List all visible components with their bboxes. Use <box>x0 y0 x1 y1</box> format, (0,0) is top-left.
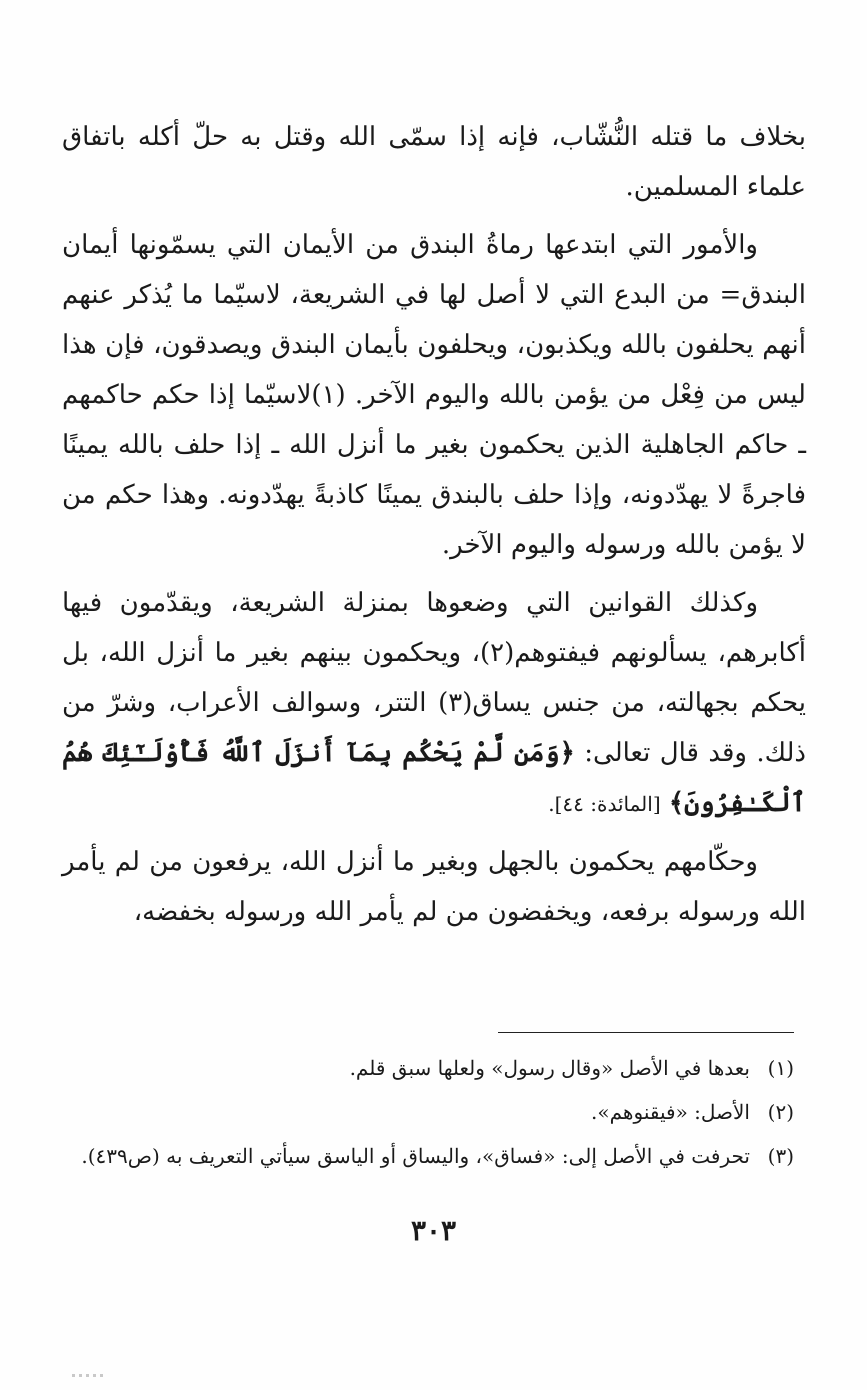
paragraph-2: والأمور التي ابتدعها رماةُ البندق من الأيمان التي يسمّونها أيمان البندق= من البدع التي لا أصل لها في الشريعة، لاسيّما ما يُذكر عنهم أنهم يحلفون بالله ويكذبون، ويحلفون بأيمان البندق ويصدقون، فإن هذا ليس من فِعْل من يؤمن بالله واليوم الآخر. (١)لاسيّما إذا حكم حاكمهم ـ حاكم الجاهلية الذين يحكمون بغير ما أنزل الله ـ إذا حلف بالله يمينًا فاجرةً لا يهدّدونه، وإذا حلف بالبندق يمينًا كاذبةً يهدّدونه. وهذا حكم من لا يؤمن بالله ورسوله واليوم الآخر. <box>62 230 806 560</box>
footnote-number: (٣) <box>767 1144 794 1168</box>
footnote-text: تحرفت في الأصل إلى: «فساق»، واليساق أو الياسق سيأتي التعريف به (ص٤٣٩). <box>81 1144 750 1168</box>
footnote-3 <box>62 1134 794 1178</box>
footnote-divider <box>498 1032 794 1033</box>
footnote-2 <box>62 1090 794 1134</box>
footnote-text: الأصل: «فيقنوهم». <box>591 1100 750 1124</box>
footnote-number: (٢) <box>767 1100 794 1124</box>
paragraph-4: وحكّامهم يحكمون بالجهل وبغير ما أنزل الله، يرفعون من لم يأمر الله ورسوله برفعه، ويخفضون من لم يأمر الله ورسوله بخفضه، <box>62 847 806 927</box>
footnotes <box>62 1046 794 1178</box>
paragraph-1: بخلاف ما قتله النُّشّاب، فإنه إذا سمّى الله وقتل به حلّ أكله باتفاق علماء المسلمين. <box>62 122 806 202</box>
paragraph-3-text: وكذلك القوانين التي وضعوها بمنزلة الشريعة، ويقدّمون فيها أكابرهم، يسألونهم فيفتوهم(٢)، ويحكمون بينهم بغير ما أنزل الله، بل يحكم بجهالته، من جنس يساق(٣) التتر، وسوالف الأعراب، وشرّ من ذلك. وقد قال تعالى: <box>62 588 807 768</box>
scan-artifact <box>72 1374 106 1377</box>
page-number: ٣٠٣ <box>410 1214 457 1247</box>
footnote-number: (١) <box>767 1056 794 1080</box>
footnote-text: بعدها في الأصل «وقال رسول» ولعلها سبق قلم. <box>349 1056 750 1080</box>
paragraph-3 <box>62 578 806 829</box>
footnote-1 <box>62 1046 794 1090</box>
quran-verse: ﴿وَمَن لَّمْ يَحْكُم بِمَآ أَنزَلَ ٱللَّهُ فَأُوْلَـٰٓئِكَ هُمُ ٱلْكَـٰفِرُونَ﴾ <box>62 738 806 818</box>
quran-reference: [المائدة: ٤٤]. <box>548 792 661 816</box>
main-text <box>62 112 806 937</box>
